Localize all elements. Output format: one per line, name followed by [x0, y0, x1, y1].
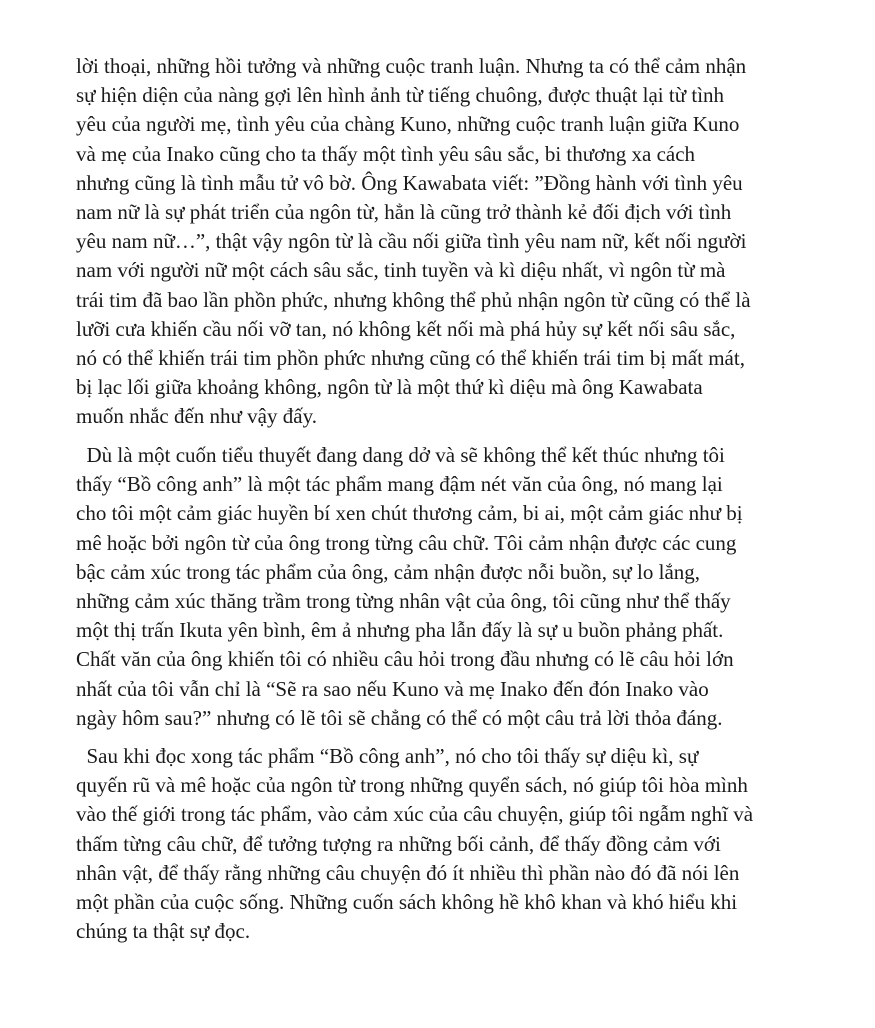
text-line: mê hoặc bởi ngôn từ của ông trong từng câu chữ. Tôi cảm nhận được các cung: [76, 530, 737, 555]
text-line: Chất văn của ông khiến tôi có nhiều câu hỏi trong đầu nhưng có lẽ câu hỏi lớn: [76, 647, 734, 672]
text-line: Dù là một cuốn tiểu thuyết đang dang dở và sẽ không thể kết thúc nhưng tôi: [76, 443, 725, 467]
text-line: bị lạc lối giữa khoảng không, ngôn từ là một thứ kì diệu mà ông Kawabata: [76, 375, 703, 400]
text-line: ngày hôm sau?” nhưng có lẽ tôi sẽ chẳng có thể có một câu trả lời thỏa đáng.: [76, 705, 723, 730]
text-line: nhưng cũng là tình mẫu tử vô bờ. Ông Kawabata viết: ”Đồng hành với tình yêu: [76, 170, 743, 195]
text-line: bậc cảm xúc trong tác phẩm của ông, cảm nhận được nỗi buồn, sự lo lắng,: [76, 559, 701, 584]
text-line: thấm từng câu chữ, để tưởng tượng ra những bối cảnh, để thấy đồng cảm với: [76, 831, 721, 856]
text-line: quyến rũ và mê hoặc của ngôn từ trong những quyển sách, nó giúp tôi hòa mình: [76, 773, 748, 798]
text-line: một phần của cuộc sống. Những cuốn sách không hề khô khan và khó hiểu khi: [76, 889, 738, 914]
text-line: chúng ta thật sự đọc.: [76, 919, 251, 944]
text-line: sự hiện diện của nàng gợi lên hình ảnh từ tiếng chuông, được thuật lại từ tình: [76, 83, 725, 108]
text-line: nam nữ là sự phát triển của ngôn từ, hẳn là cũng trở thành kẻ đối địch với tình: [76, 199, 732, 224]
text-line: lưỡi cưa khiến cầu nối vỡ tan, nó không kết nối mà phá hủy sự kết nối sâu sắc,: [76, 316, 736, 341]
text-line: nhân vật, để thấy rằng những câu chuyện đó ít nhiều thì phần nào đó đã nói lên: [76, 860, 740, 885]
text-line: và mẹ của Inako cũng cho ta thấy một tình yêu sâu sắc, bi thương xa cách: [76, 141, 696, 166]
text-line: Sau khi đọc xong tác phẩm “Bồ công anh”, nó cho tôi thấy sự diệu kì, sự: [76, 744, 699, 768]
text-line: muốn nhắc đến như vậy đấy.: [76, 404, 317, 429]
text-line: yêu của người mẹ, tình yêu của chàng Kuno, những cuộc tranh luận giữa Kuno: [76, 112, 740, 137]
text-line: vào thế giới trong tác phẩm, vào cảm xúc của câu chuyện, giúp tôi ngẫm nghĩ và: [76, 802, 754, 827]
text-line: cho tôi một cảm giác huyền bí xen chút thương cảm, bi ai, một cảm giác như bị: [76, 501, 743, 526]
text-line: nó có thể khiến trái tim phồn phức nhưng cũng có thể khiến trái tim bị mất mát,: [76, 345, 745, 370]
paragraph-3: [76, 742, 856, 946]
text-line: thấy “Bồ công anh” là một tác phẩm mang đậm nét văn của ông, nó mang lại: [76, 472, 723, 497]
text-line: nam với người nữ một cách sâu sắc, tinh tuyền và kì diệu nhất, vì ngôn từ mà: [76, 258, 726, 283]
text-line: những cảm xúc thăng trầm trong từng nhân vật của ông, tôi cũng như thể thấy: [76, 588, 731, 613]
text-line: yêu nam nữ…”, thật vậy ngôn từ là cầu nối giữa tình yêu nam nữ, kết nối người: [76, 229, 747, 254]
paragraph-2: [76, 441, 856, 733]
text-line: nhất của tôi vẫn chỉ là “Sẽ ra sao nếu Kuno và mẹ Inako đến đón Inako vào: [76, 676, 709, 701]
text-line: một thị trấn Ikuta yên bình, êm ả nhưng pha lẫn đấy là sự u buồn phảng phất.: [76, 618, 724, 643]
text-line: trái tim đã bao lần phồn phức, nhưng không thể phủ nhận ngôn từ cũng có thể là: [76, 287, 751, 312]
text-line: lời thoại, những hồi tưởng và những cuộc tranh luận. Nhưng ta có thể cảm nhận: [76, 54, 747, 78]
paragraph-1: [76, 52, 856, 431]
